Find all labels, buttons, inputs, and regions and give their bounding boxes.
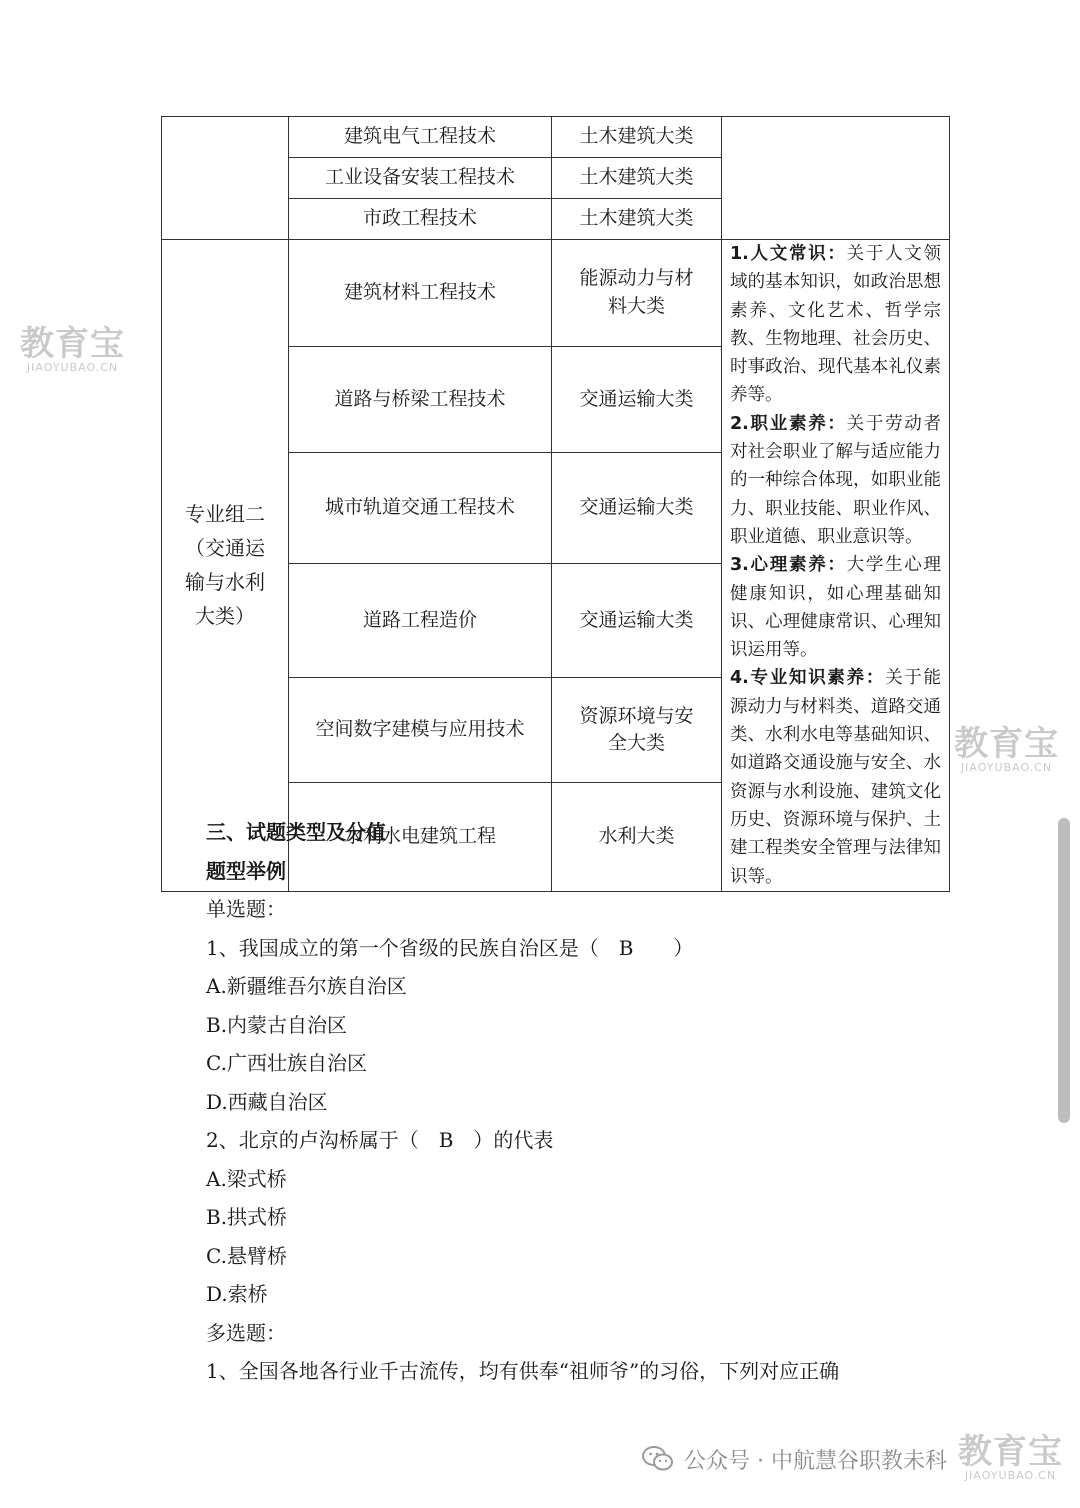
watermark-logo [10, 326, 135, 374]
category-cell: 交通运输大类 [552, 346, 722, 453]
option-text: B.内蒙古自治区 [206, 1012, 348, 1037]
watermark-domain: JIAOYUBAO.CN [964, 1469, 1057, 1482]
category-line: 料大类 [607, 294, 665, 317]
section-heading: 三、试题类型及分值 [206, 820, 386, 844]
category-line: 全大类 [607, 732, 665, 755]
vertical-scrollbar[interactable] [1058, 818, 1070, 1123]
description-text: 关于能源动力与材料类、道路交通类、水利水电等基础知识、如道路交通设施与安全、水资源与水利设施、建筑文化历史、资源环境与保护、土建工程类安全管理与法律知识等。 [730, 668, 941, 887]
category-cell [552, 678, 722, 782]
description-item [730, 551, 941, 664]
table-row [162, 117, 950, 158]
wechat-icon [642, 1445, 674, 1473]
category-cell: 土木建筑大类 [552, 199, 722, 240]
option-text: A.新疆维吾尔族自治区 [206, 974, 407, 998]
group-label-line: 大类） [195, 604, 255, 629]
group-label-line: （交通运 [185, 536, 265, 561]
major-cell: 工业设备安装工程技术 [289, 158, 552, 199]
question-text: 1、全国各地各行业千古流传，均有供奉“祖师爷”的习俗，下列对应正确 [206, 1359, 840, 1383]
exam-section [206, 813, 839, 1391]
option-text: D.西藏自治区 [206, 1089, 328, 1114]
watermark-domain: JIAOYUBAO.CN [960, 761, 1053, 774]
description-title: 1.人文常识： [730, 244, 847, 264]
section-subheading: 题型举例 [206, 858, 286, 883]
major-cell: 道路与桥梁工程技术 [289, 346, 552, 453]
watermark-logo [948, 1434, 1073, 1482]
group-label-line: 专业组二 [185, 502, 265, 527]
question-text: 2、北京的卢沟桥属于（ B ）的代表 [206, 1128, 554, 1152]
multi-choice-label: 多选题： [206, 1320, 286, 1345]
table-row [162, 240, 950, 347]
description-title: 4.专业知识素养： [730, 668, 886, 689]
group-label-line: 输与水利 [185, 570, 265, 595]
major-cell: 建筑材料工程技术 [289, 240, 552, 347]
category-cell: 交通运输大类 [552, 453, 722, 563]
description-item [730, 410, 941, 551]
watermark-logo-text: 教育宝 [954, 724, 1059, 764]
major-cell: 水利水电建筑工程 [289, 782, 552, 891]
question-text: 1、我国成立的第一个省级的民族自治区是（ B ） [206, 935, 694, 960]
group-cell-empty [162, 117, 289, 240]
category-line: 能源动力与材 [579, 267, 694, 290]
watermark-logo-text: 教育宝 [20, 324, 125, 364]
description-text: 大学生心理健康知识，如心理基础知识、心理健康常识、心理知识运用等。 [730, 555, 942, 661]
description-title: 3.心理素养： [730, 555, 847, 576]
major-cell: 市政工程技术 [289, 199, 552, 240]
option-text: C.广西壮族自治区 [206, 1051, 367, 1075]
major-cell: 空间数字建模与应用技术 [289, 678, 552, 782]
option-text: D.索桥 [206, 1282, 268, 1306]
description-text: 关于人文领域的基本知识，如政治思想素养、文化艺术、哲学宗教、生物地理、社会历史、时事政治、现代基本礼仪素养等。 [730, 244, 942, 406]
category-cell: 交通运输大类 [552, 563, 722, 678]
description-cell [722, 240, 950, 892]
major-cell: 建筑电气工程技术 [289, 117, 552, 158]
description-item [730, 240, 941, 410]
footer-account [642, 1442, 947, 1476]
category-cell [552, 240, 722, 347]
watermark-logo-text: 教育宝 [958, 1432, 1063, 1472]
option-text: C.悬臂桥 [206, 1243, 287, 1268]
description-text: 关于劳动者对社会职业了解与适应能力的一种综合体现，如职业能力、职业技能、职业作风、职业道德、职业意识等。 [730, 413, 942, 547]
category-cell: 土木建筑大类 [552, 158, 722, 199]
major-cell: 城市轨道交通工程技术 [289, 453, 552, 563]
watermark-logo [944, 726, 1069, 774]
option-text: B.拱式桥 [206, 1205, 288, 1229]
group-label-cell [162, 240, 289, 892]
description-cell-empty [722, 117, 950, 240]
category-cell: 水利大类 [552, 782, 722, 891]
option-text: A.梁式桥 [206, 1166, 287, 1191]
description-title: 2.职业素养： [730, 413, 847, 434]
major-cell: 道路工程造价 [289, 563, 552, 678]
single-choice-label: 单选题： [206, 897, 286, 921]
watermark-domain: JIAOYUBAO.CN [26, 361, 119, 374]
footer-text: 公众号 · 中航慧谷职教未科 [684, 1448, 947, 1474]
category-cell: 土木建筑大类 [552, 117, 722, 158]
major-table [161, 116, 950, 892]
category-line: 资源环境与安 [579, 704, 694, 727]
